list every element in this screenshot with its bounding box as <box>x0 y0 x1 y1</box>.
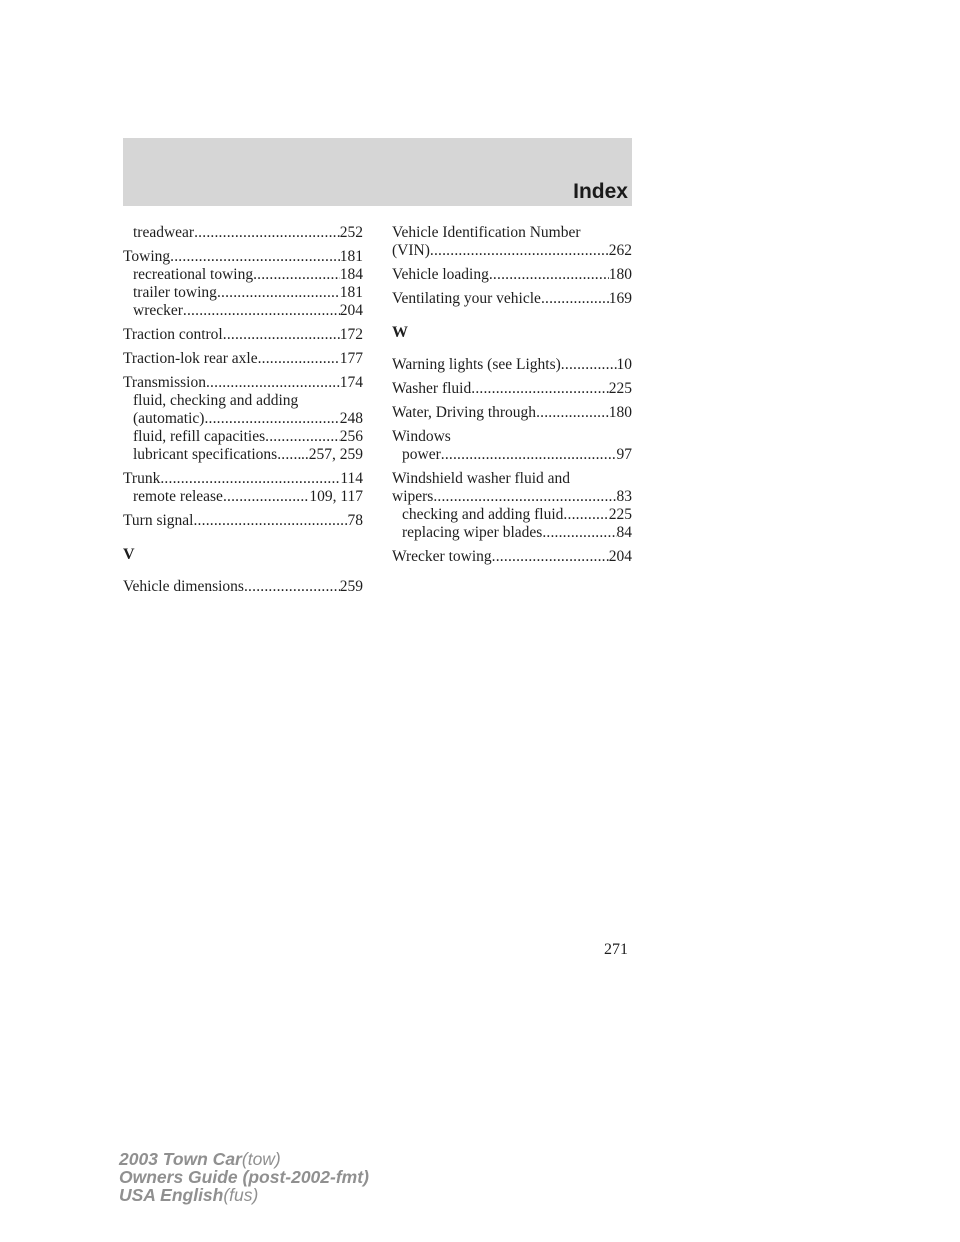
index-entry <box>123 284 363 302</box>
dot-leader <box>542 524 616 542</box>
index-entry-label: power <box>402 446 441 463</box>
index-entry: Windshield washer fluid and <box>392 470 571 487</box>
index-entry-page: 252 <box>339 224 363 241</box>
index-entry <box>392 524 632 542</box>
index-entry-label: checking and adding fluid <box>402 506 564 523</box>
page-title: Index <box>573 180 628 203</box>
index-entry <box>392 290 632 308</box>
index-entry-label: recreational towing <box>133 266 254 283</box>
footer-line-2: Owners Guide (post-2002-fmt) <box>119 1167 369 1187</box>
index-entry-page: 169 <box>608 290 632 307</box>
footer-model: 2003 Town Car <box>119 1149 242 1169</box>
index-entry-page: 97 <box>616 446 632 463</box>
index-entry-page: 83 <box>616 488 632 505</box>
dot-leader <box>193 512 347 530</box>
index-entry <box>123 248 363 266</box>
index-entry <box>123 326 363 344</box>
index-entry-page: 204 <box>608 548 632 565</box>
index-entry-label: remote release <box>133 488 223 505</box>
index-entry <box>123 578 363 596</box>
dot-leader <box>561 356 617 374</box>
index-entry: fluid, checking and adding <box>133 392 299 409</box>
dot-leader <box>244 578 340 596</box>
index-entry <box>123 512 363 530</box>
index-entry-label: Ventilating your vehicle <box>392 290 541 307</box>
page-number: 271 <box>604 941 628 958</box>
index-entry <box>123 470 363 488</box>
dot-leader <box>223 488 309 506</box>
dot-leader <box>217 284 340 302</box>
index-column-left <box>123 224 363 596</box>
section-letter: V <box>123 546 135 563</box>
index-entry-page: 225 <box>608 506 632 523</box>
dot-leader <box>536 404 609 422</box>
index-entry <box>392 446 632 464</box>
footer-line-1 <box>119 1150 369 1168</box>
index-entry-page: 177 <box>339 350 363 367</box>
index-entry-label: wrecker <box>133 302 183 319</box>
index-entry-label: Washer fluid <box>392 380 472 397</box>
dot-leader <box>258 350 340 368</box>
dot-leader <box>206 374 340 392</box>
index-entry-label: fluid, refill capacities <box>133 428 266 445</box>
dot-leader <box>253 266 340 284</box>
index-entry-label: Warning lights (see Lights) <box>392 356 561 373</box>
dot-leader <box>489 266 609 284</box>
index-entry-page: 259 <box>339 578 363 595</box>
index-entry <box>392 506 632 524</box>
index-entry <box>123 446 363 464</box>
index-entry <box>392 356 632 374</box>
index-entry <box>392 404 632 422</box>
header-band <box>123 138 632 206</box>
footer-model-code: (tow) <box>241 1149 281 1169</box>
index-entry <box>392 266 632 284</box>
index-entry-label: Water, Driving through <box>392 404 537 421</box>
dot-leader <box>441 446 617 464</box>
index-entry-page: 109, 117 <box>309 488 363 505</box>
dot-leader <box>430 242 609 260</box>
index-entry-page: 78 <box>347 512 363 529</box>
dot-leader <box>433 488 616 506</box>
index-entry-page: 204 <box>339 302 363 319</box>
dot-leader <box>170 248 340 266</box>
index-entry <box>123 428 363 446</box>
dot-leader <box>194 224 340 242</box>
dot-leader <box>223 326 340 344</box>
index-entry <box>123 350 363 368</box>
dot-leader <box>471 380 609 398</box>
index-entry-page: 174 <box>339 374 363 391</box>
dot-leader <box>541 290 609 308</box>
index-entry-label: Towing <box>123 248 171 265</box>
index-entry-label: Traction-lok rear axle <box>123 350 258 367</box>
index-entry-page: 172 <box>339 326 363 343</box>
index-entry-label: replacing wiper blades <box>402 524 543 541</box>
index-entry-label: Vehicle loading <box>392 266 489 283</box>
index-entry <box>123 224 363 242</box>
index-entry: Vehicle Identification Number <box>392 224 581 241</box>
index-entry <box>123 302 363 320</box>
dot-leader <box>160 470 340 488</box>
index-entry <box>123 266 363 284</box>
index-entry-label: (VIN) <box>392 242 430 259</box>
index-entry <box>392 242 632 260</box>
index-entry-page: 225 <box>608 380 632 397</box>
footer-language: USA English <box>119 1185 224 1205</box>
index-entry <box>392 488 632 506</box>
dot-leader <box>265 428 340 446</box>
index-entry-label: lubricant specifications <box>133 446 278 463</box>
index-entry-label: Turn signal <box>123 512 194 529</box>
dot-leader <box>277 446 301 464</box>
index-entry: Windows <box>392 428 451 445</box>
index-entry-page: 262 <box>608 242 632 259</box>
index-entry-page: 181 <box>339 248 363 265</box>
section-letter: W <box>392 324 408 341</box>
footer <box>119 1150 369 1204</box>
index-entry-label: Traction control <box>123 326 223 343</box>
index-entry-label: trailer towing <box>133 284 217 301</box>
index-entry-page: 256 <box>339 428 363 445</box>
index-entry <box>123 410 363 428</box>
index-entry-label: Vehicle dimensions <box>123 578 244 595</box>
dot-leader <box>183 302 340 320</box>
index-entry-page: 10 <box>616 356 632 373</box>
index-entry <box>123 374 363 392</box>
index-entry-page: 84 <box>616 524 632 541</box>
index-entry-page: 180 <box>608 266 632 283</box>
index-entry-page: 114 <box>340 470 363 487</box>
index-entry-page: 180 <box>608 404 632 421</box>
footer-line-3 <box>119 1186 369 1204</box>
index-entry <box>392 548 632 566</box>
dot-leader <box>563 506 608 524</box>
index-column-right <box>392 224 632 566</box>
index-entry-page: 181 <box>339 284 363 301</box>
index-entry-page: 248 <box>339 410 363 427</box>
index-entry-label: Trunk <box>123 470 161 487</box>
index-entry <box>392 380 632 398</box>
index-entry-label: treadwear <box>133 224 195 241</box>
index-entry-label: Wrecker towing <box>392 548 492 565</box>
dot-leader <box>492 548 609 566</box>
index-entry-label: Transmission <box>123 374 206 391</box>
index-entry-label: (automatic) <box>133 410 205 427</box>
index-entry <box>123 488 363 506</box>
footer-language-code: (fus) <box>223 1185 259 1205</box>
index-entry-page: ..257, 259 <box>301 446 363 463</box>
index-entry-label: wipers <box>392 488 434 505</box>
dot-leader <box>204 410 339 428</box>
index-entry-page: 184 <box>339 266 363 283</box>
